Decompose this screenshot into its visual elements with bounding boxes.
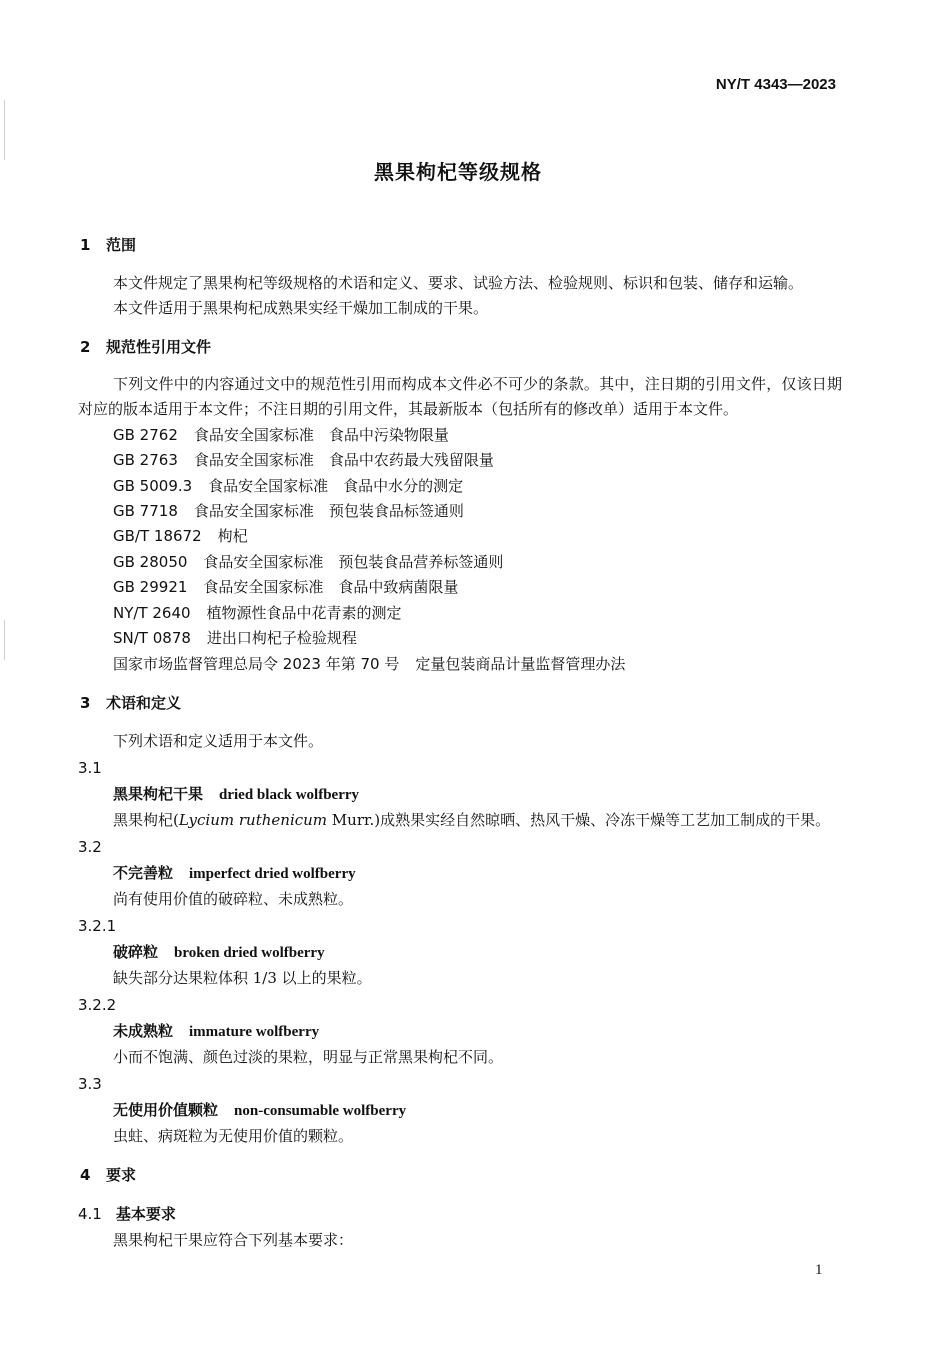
reference-title: 食品安全国家标准 食品中污染物限量: [193, 426, 449, 444]
term-definition: 尚有使用价值的破碎粒、未成熟粒。: [113, 890, 354, 908]
section-title: 规范性引用文件: [106, 338, 212, 356]
reference-title: 枸杞: [217, 527, 248, 545]
section-number: 2: [80, 338, 91, 356]
document-number: NY/T 4343—2023: [715, 76, 836, 93]
reference-item: [113, 499, 464, 524]
term-number: 3.3: [78, 1075, 102, 1093]
section-number: 4: [80, 1166, 91, 1184]
reference-code: GB 2762: [113, 426, 178, 444]
term-en: broken dried wolfberry: [174, 945, 325, 961]
term-zh: 未成熟粒: [113, 1022, 174, 1040]
scope-paragraph-1: 本文件规定了黑果枸杞等级规格的术语和定义、要求、试验方法、检验规则、标识和包装、储存和运输。: [113, 274, 804, 292]
reference-title: 食品安全国家标准 预包装食品营养标签通则: [203, 553, 504, 571]
term-definition: 缺失部分达果粒体积 1/3 以上的果粒。: [113, 969, 372, 987]
term-en: immature wolfberry: [189, 1024, 320, 1040]
term-heading: [113, 940, 325, 966]
reference-item: [113, 550, 503, 575]
term-number: 3.2.1: [78, 917, 117, 935]
reference-title: 食品安全国家标准 食品中农药最大残留限量: [193, 451, 494, 469]
term-number: 3.2.2: [78, 996, 117, 1014]
reference-title: 定量包装商品计量监督管理办法: [415, 655, 626, 673]
page-number: 1: [815, 1262, 823, 1278]
reference-item: [113, 474, 463, 499]
term-heading: [113, 782, 359, 808]
subsection-number: 4.1: [78, 1205, 102, 1223]
terms-intro: 下列术语和定义适用于本文件。: [113, 732, 324, 750]
reference-code: GB 7718: [113, 502, 178, 520]
term-definition-text: Murr.)成熟果实经自然晾晒、热风干燥、冷冻干燥等工艺加工制成的干果。: [327, 811, 831, 829]
reference-item: [113, 448, 494, 473]
reference-code: GB 29921: [113, 578, 188, 596]
reference-item: [113, 524, 248, 549]
reference-title: 食品安全国家标准 食品中水分的测定: [208, 477, 464, 495]
term-definition-text: 黑果枸杞(: [113, 811, 179, 829]
term-zh: 破碎粒: [113, 943, 159, 961]
scan-edge-mark: [4, 620, 5, 660]
term-en: non-consumable wolfberry: [234, 1103, 407, 1119]
term-heading: [113, 1098, 406, 1124]
reference-code: GB/T 18672: [113, 527, 202, 545]
term-definition: 虫蛀、病斑粒为无使用价值的颗粒。: [113, 1127, 354, 1145]
term-number: 3.2: [78, 838, 102, 856]
latin-name: Lycium ruthenicum: [178, 811, 328, 829]
section-3-heading: [80, 691, 181, 716]
section-title: 范围: [106, 236, 137, 254]
term-number: 3.1: [78, 759, 102, 777]
reference-item: [113, 575, 458, 600]
reference-item: [113, 601, 402, 626]
term-zh: 不完善粒: [113, 864, 174, 882]
section-4-heading: [80, 1163, 136, 1188]
reference-title: 进出口枸杞子检验规程: [206, 629, 357, 647]
scan-edge-mark: [4, 100, 5, 160]
term-en: dried black wolfberry: [219, 787, 360, 803]
section-title: 要求: [106, 1166, 137, 1184]
reference-item: [113, 626, 357, 651]
document-title: 黑果枸杞等级规格: [374, 160, 542, 184]
term-heading: [113, 861, 356, 887]
normative-references-intro: 下列文件中的内容通过文中的规范性引用而构成本文件必不可少的条款。其中，注日期的引用文件，仅该日期对应的版本适用于本文件；不注日期的引用文件，其最新版本（包括所有的修改单）适用于本文件。: [78, 375, 842, 418]
reference-title: 植物源性食品中花青素的测定: [206, 604, 402, 622]
scope-paragraph-2: 本文件适用于黑果枸杞成熟果实经干燥加工制成的干果。: [113, 299, 489, 317]
basic-requirements-text: 黑果枸杞干果应符合下列基本要求：: [113, 1231, 354, 1249]
term-zh: 无使用价值颗粒: [113, 1101, 219, 1119]
section-title: 术语和定义: [106, 694, 182, 712]
reference-title: 食品安全国家标准 食品中致病菌限量: [203, 578, 459, 596]
reference-code: SN/T 0878: [113, 629, 191, 647]
reference-code: NY/T 2640: [113, 604, 191, 622]
term-definition: 小而不饱满、颜色过淡的果粒，明显与正常黑果枸杞不同。: [113, 1048, 504, 1066]
reference-item: [113, 652, 625, 677]
reference-item: [113, 423, 449, 448]
section-1-heading: [80, 233, 136, 258]
reference-code: GB 28050: [113, 553, 188, 571]
reference-code: GB 5009.3: [113, 477, 193, 495]
reference-title: 食品安全国家标准 预包装食品标签通则: [193, 502, 464, 520]
term-en: imperfect dried wolfberry: [189, 866, 356, 882]
term-definition: [113, 808, 830, 833]
subsection-4-1-heading: [78, 1202, 176, 1227]
section-2-heading: [80, 335, 211, 360]
subsection-title: 基本要求: [115, 1205, 176, 1223]
section-number: 3: [80, 694, 91, 712]
reference-code: GB 2763: [113, 451, 178, 469]
term-zh: 黑果枸杞干果: [113, 785, 204, 803]
term-heading: [113, 1019, 319, 1045]
reference-code: 国家市场监督管理总局令 2023 年第 70 号: [113, 655, 400, 673]
section-number: 1: [80, 236, 91, 254]
